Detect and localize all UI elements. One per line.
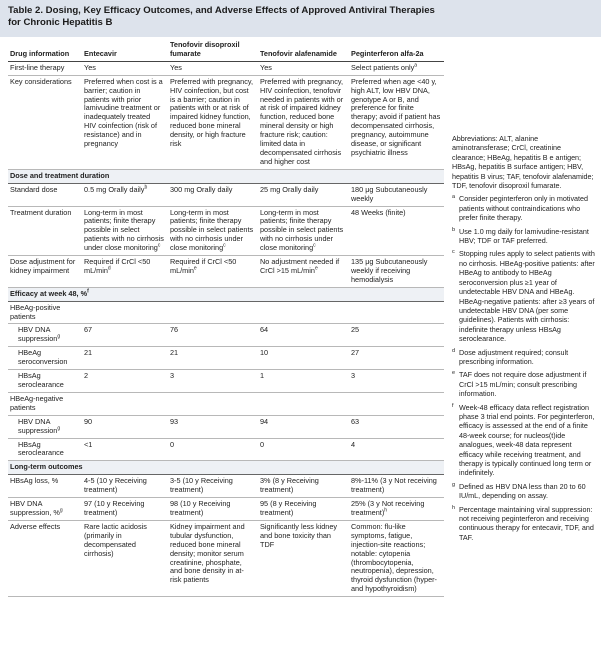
footnote-mark: d (452, 347, 456, 354)
table-cell: 93 (167, 415, 257, 438)
cell-text: 0.5 mg Orally daily (84, 184, 145, 194)
section-title-text: Efficacy at week 48, % (10, 288, 88, 298)
table-cell: Yes (81, 61, 167, 75)
footnote-text: Percentage maintaining viral suppression: not receiving peginterferon and receiving continuous therapy for entecavir, TDF, and TAF. (459, 504, 594, 542)
subgroup-row-hbeag-positive (8, 301, 444, 324)
table-cell: Preferred when cost is a barrier; caution in patients with prior lamivudine treatment or inadequately treated HIV coinfection (risk of resistance) and in pregnancy (81, 75, 167, 169)
table-notes (452, 134, 595, 546)
table-row (8, 438, 444, 461)
table-cell: 90 (81, 415, 167, 438)
footnote-mark: f (452, 402, 454, 409)
footnote (452, 370, 595, 398)
cell-text: Required if CrCl <50 mL/min (170, 257, 237, 275)
section-title: Long-term outcomes (8, 461, 444, 475)
col-header-drug-info: Drug information (8, 40, 81, 61)
table-cell: Common: flu-like symptoms, fatigue, injection-site reactions; notable: cytopenia (thrombocytopenia, neutropenia), depression, thyroid dysfunction (hyper- and hypothyroidism) (348, 520, 444, 596)
section-header-long-term (8, 461, 444, 475)
table-cell: Yes (167, 61, 257, 75)
table-row (8, 475, 444, 498)
footnote-ref: e (193, 265, 197, 272)
footnote-ref: g (59, 507, 63, 514)
table-row (8, 498, 444, 521)
table-cell: 64 (257, 324, 348, 347)
abbreviations-note: Abbreviations: ALT, alanine aminotransferase; CrCl, creatinine clearance; HBeAg, hepatitis B e antigen; HBsAg, hepatitis B surface antigen; HBV, hepatitis B virus; TAF, tenofovir alafenamide; TDF, tenofovir disoproxil fumarate. (452, 134, 594, 191)
footnote-ref: c (157, 242, 161, 249)
footnote (452, 227, 595, 246)
row-label (8, 415, 81, 438)
table-row (8, 61, 444, 75)
footnote (452, 403, 595, 478)
table-cell: 3 (348, 370, 444, 393)
footnote-text: Dose adjustment required; consult prescribing information. (459, 347, 569, 366)
table-cell: Rare lactic acidosis (primarily in decompensated cirrhosis) (81, 520, 167, 596)
table-row (8, 324, 444, 347)
table-cell: 76 (167, 324, 257, 347)
footnote-ref: b (144, 184, 148, 191)
cell-text: No adjustment needed if CrCl >15 mL/min (260, 257, 340, 275)
subgroup-row-hbeag-negative (8, 392, 444, 415)
table-row (8, 415, 444, 438)
table-cell: 3-5 (10 y Receiving treatment) (167, 475, 257, 498)
row-label: Key considerations (8, 75, 81, 169)
row-label: HBeAg seroconversion (8, 347, 81, 370)
row-label-text: HBV DNA suppression (18, 325, 58, 344)
table-cell (348, 498, 444, 521)
row-label (8, 324, 81, 347)
table-cell: Preferred when age <40 y, high ALT, low HBV DNA, genotype A or B, and preference for finite therapy; avoid if patient has decompensated cirrhosis, pregnancy, autoimmune disease, or significant psychiatric illness (348, 75, 444, 169)
footnote-ref: c (223, 242, 226, 249)
row-label: HBsAg seroclearance (8, 370, 81, 393)
table-cell: 25 mg Orally daily (257, 183, 348, 206)
footnote-ref: d (107, 265, 111, 272)
footnote-text: Use 1.0 mg daily for lamivudine-resistant HBV; TDF or TAF preferred. (459, 226, 589, 246)
table-header-row (8, 40, 444, 61)
col-header-peginterferon: Peginterferon alfa-2a (348, 40, 444, 61)
footnote (452, 249, 595, 343)
col-header-tdf: Tenofovir disoproxil fumarate (167, 40, 257, 61)
row-label: HBsAg loss, % (8, 475, 81, 498)
table-cell: Preferred with pregnancy, HIV coinfection, tenofovir needed in patients with or at risk of impaired kidney function, reduced bone mineral density or high fracture risk; caution: limited data in decompensated cirrhosis and higher cost (257, 75, 348, 169)
cell-text: Select patients only (351, 62, 415, 72)
table-row (8, 75, 444, 169)
table-cell: Yes (257, 61, 348, 75)
table-cell: 27 (348, 347, 444, 370)
row-label: Treatment duration (8, 206, 81, 256)
table-cell: 300 mg Orally daily (167, 183, 257, 206)
section-title: Dose and treatment duration (8, 169, 444, 183)
footnote (452, 194, 595, 222)
table-row (8, 256, 444, 288)
footnote-ref: c (313, 242, 316, 249)
section-title (8, 287, 444, 301)
table-cell: 25 (348, 324, 444, 347)
cell-text: 25% (3 y Not receiving treatment) (351, 499, 425, 517)
subgroup-label: HBeAg-positive patients (8, 301, 81, 324)
table-row (8, 520, 444, 596)
table-cell: Kidney impairment and tubular dysfunction, reduced bone mineral density; monitor serum creatinine, phosphate, and bone density in at-risk patients (167, 520, 257, 596)
footnote (452, 348, 595, 367)
footnote (452, 482, 595, 501)
table-cell (81, 206, 167, 256)
footnote-mark: e (452, 370, 456, 377)
section-header-dose (8, 169, 444, 183)
table-cell (257, 206, 348, 256)
footnote-ref: e (314, 265, 318, 272)
table-cell: 21 (167, 347, 257, 370)
table-cell: 95 (8 y Receiving treatment) (257, 498, 348, 521)
footnote-text: TAF does not require dose adjustment if CrCl >15 mL/min; consult prescribing information. (459, 370, 587, 399)
table-row (8, 183, 444, 206)
table-row (8, 370, 444, 393)
footnote-ref: g (57, 425, 61, 432)
table-cell: 1 (257, 370, 348, 393)
table-cell (348, 61, 444, 75)
table-cell: 3% (8 y Receiving treatment) (257, 475, 348, 498)
footnote-mark: h (452, 504, 456, 511)
row-label: HBsAg seroclearance (8, 438, 81, 461)
cell-text: Long-term in most patients; finite therapy possible in select patients with no cirrhosis under close monitoring (84, 207, 164, 253)
row-label (8, 498, 81, 521)
row-label: Dose adjustment for kidney impairment (8, 256, 81, 288)
table-row (8, 206, 444, 256)
table-cell (81, 183, 167, 206)
row-label: Standard dose (8, 183, 81, 206)
table-cell: Significantly less kidney and bone toxicity than TDF (257, 520, 348, 596)
cell-text: Long-term in most patients; finite therapy possible in select patients with no cirrhosis under close monitoring (260, 207, 344, 253)
cell-text: Long-term in most patients; finite therapy possible in select patients with no cirrhosis under close monitoring (170, 207, 254, 253)
table-cell: 21 (81, 347, 167, 370)
table-cell: 180 μg Subcutaneously weekly (348, 183, 444, 206)
footnote-ref: h (384, 507, 388, 514)
table-cell: 10 (257, 347, 348, 370)
footnote-ref: a (414, 62, 418, 69)
table-cell: 2 (81, 370, 167, 393)
table-row (8, 347, 444, 370)
footnote-mark: g (452, 481, 456, 488)
footnote (452, 505, 595, 543)
therapy-table (8, 40, 444, 597)
col-header-taf: Tenofovir alafenamide (257, 40, 348, 61)
footnote-mark: a (452, 194, 456, 201)
table-cell: Preferred with pregnancy, HIV coinfection, but cost is a barrier; caution in patients with or at risk of impaired kidney function, reduced bone mineral density, or high fracture risk (167, 75, 257, 169)
table-cell (167, 206, 257, 256)
table-cell: 0 (257, 438, 348, 461)
table-cell (81, 256, 167, 288)
cell-text: Required if CrCl <50 mL/min (84, 257, 151, 275)
section-header-efficacy (8, 287, 444, 301)
table-cell: 97 (10 y Receiving treatment) (81, 498, 167, 521)
footnote-text: Defined as HBV DNA less than 20 to 60 IU/mL, depending on assay. (459, 481, 586, 501)
table-title-line-1: Table 2. Dosing, Key Efficacy Outcomes, and Adverse Effects of Approved Antiviral Therapies (8, 5, 435, 16)
footnote-text: Week-48 efficacy data reflect registration phase 3 trial end points. For peginterferon, efficacy is assessed at the end of a finite 48-week course; for nucleos(t)ide analogues, week-48 data represent efficacy while receiving treatment, and therapy is typically continued long term or indefinitely. (459, 402, 595, 478)
row-label: Adverse effects (8, 520, 81, 596)
footnote-text: Stopping rules apply to select patients with no cirrhosis. HBeAg-positive patients: after HBeAg to antibody to HBeAg seroconversion plus ≥1 year of undetectable HBV DNA and HBeAg. HBeAg-negative patients: after ≥3 years of undetectable HBV DNA (per some guidelines). Patients with cirrhosis: indefinite therapy unless HBsAg seroclearance. (459, 249, 595, 344)
col-header-entecavir: Entecavir (81, 40, 167, 61)
table-cell: 48 Weeks (finite) (348, 206, 444, 256)
table-title-line-2: for Chronic Hepatitis B (8, 17, 113, 28)
table-cell: 4-5 (10 y Receiving treatment) (81, 475, 167, 498)
table-cell: <1 (81, 438, 167, 461)
row-label: First-line therapy (8, 61, 81, 75)
table-title (0, 0, 601, 37)
table-cell: 4 (348, 438, 444, 461)
footnote-mark: c (452, 249, 455, 256)
footnote-text: Consider peginterferon only in motivated patients without contraindications who prefer finite therapy. (459, 194, 589, 223)
table-cell (257, 256, 348, 288)
footnote-mark: b (452, 226, 456, 233)
row-label-text: HBV DNA suppression, % (10, 499, 60, 517)
table-cell: 63 (348, 415, 444, 438)
footnote-ref: g (57, 333, 61, 340)
row-label-text: HBV DNA suppression (18, 416, 58, 435)
table-cell: 8%-11% (3 y Not receiving treatment) (348, 475, 444, 498)
table-cell: 94 (257, 415, 348, 438)
table-cell (167, 256, 257, 288)
table-cell: 98 (10 y Receiving treatment) (167, 498, 257, 521)
table-cell: 3 (167, 370, 257, 393)
table-cell: 0 (167, 438, 257, 461)
table-cell: 67 (81, 324, 167, 347)
footnote-ref: f (87, 288, 89, 295)
subgroup-label: HBeAg-negative patients (8, 392, 81, 415)
table-cell: 135 μg Subcutaneously weekly if receiving hemodialysis (348, 256, 444, 288)
